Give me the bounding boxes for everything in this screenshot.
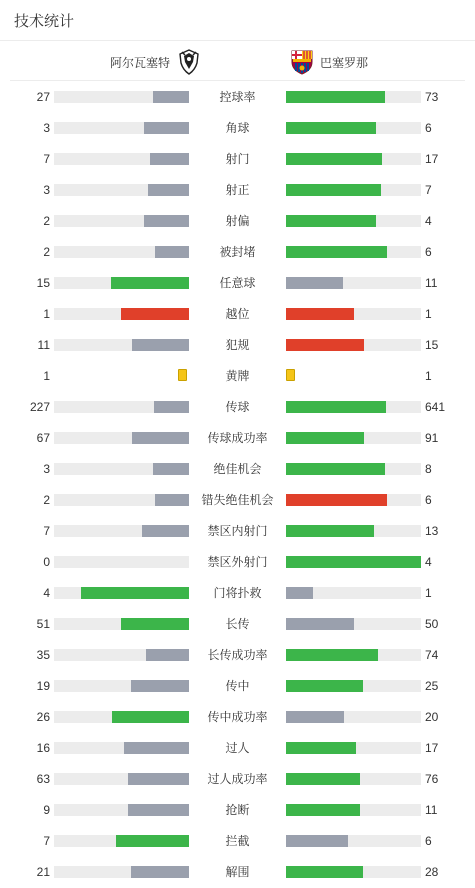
home-stat-value: 227 bbox=[29, 400, 50, 414]
home-stat-bar-fill bbox=[142, 525, 189, 537]
away-stat-bar bbox=[286, 153, 421, 165]
stat-label: 射门 bbox=[225, 152, 250, 166]
away-stat-bar-fill bbox=[286, 339, 364, 351]
home-stat-value: 2 bbox=[43, 214, 50, 228]
stat-row bbox=[0, 490, 475, 510]
home-stat-bar bbox=[54, 835, 189, 847]
away-stat-bar bbox=[286, 618, 421, 630]
home-stat-bar-fill bbox=[146, 649, 189, 661]
away-stat-bar-fill bbox=[286, 804, 360, 816]
stat-label: 传球 bbox=[225, 400, 250, 414]
away-stat-bar bbox=[286, 91, 421, 103]
away-stat-bar bbox=[286, 866, 421, 878]
home-stat-value: 21 bbox=[36, 865, 50, 879]
away-stat-value: 1 bbox=[425, 307, 432, 321]
away-stat-value: 17 bbox=[425, 741, 439, 755]
home-stat-bar-fill bbox=[128, 804, 189, 816]
stat-label: 传中成功率 bbox=[207, 710, 268, 724]
away-stat-value: 91 bbox=[425, 431, 439, 445]
away-stat-bar bbox=[286, 122, 421, 134]
away-stat-value: 25 bbox=[425, 679, 439, 693]
home-stat-bar bbox=[54, 308, 189, 320]
home-stat-bar bbox=[54, 339, 189, 351]
away-stat-value: 4 bbox=[425, 555, 432, 569]
away-stat-bar bbox=[286, 339, 421, 351]
away-stat-bar-fill bbox=[286, 184, 381, 196]
away-stat-value: 76 bbox=[425, 772, 439, 786]
stat-row bbox=[0, 707, 475, 727]
home-stat-bar-fill bbox=[132, 432, 189, 444]
home-stat-bar-fill bbox=[144, 122, 189, 134]
home-stat-value: 7 bbox=[43, 524, 50, 538]
away-stat-bar bbox=[286, 649, 421, 661]
stat-label: 过人成功率 bbox=[207, 772, 268, 786]
home-stat-bar-fill bbox=[153, 463, 189, 475]
home-stat-bar bbox=[54, 742, 189, 754]
stat-row bbox=[0, 180, 475, 200]
away-stat-value: 20 bbox=[425, 710, 439, 724]
home-stat-bar bbox=[54, 184, 189, 196]
stat-row bbox=[0, 428, 475, 448]
away-stat-bar bbox=[286, 215, 421, 227]
away-stat-bar-fill bbox=[286, 556, 421, 568]
home-team-crest-icon bbox=[178, 49, 200, 75]
away-stat-bar-fill bbox=[286, 742, 356, 754]
home-stat-bar bbox=[54, 91, 189, 103]
away-stat-bar-fill bbox=[286, 649, 378, 661]
stat-row bbox=[0, 552, 475, 572]
away-stat-bar-fill bbox=[286, 711, 344, 723]
home-stat-value: 0 bbox=[43, 555, 50, 569]
home-stat-value: 19 bbox=[36, 679, 50, 693]
home-stat-value: 15 bbox=[36, 276, 50, 290]
away-stat-bar bbox=[286, 773, 421, 785]
home-stat-bar bbox=[54, 525, 189, 537]
away-stat-bar bbox=[286, 556, 421, 568]
home-stat-value: 1 bbox=[43, 307, 50, 321]
away-team[interactable] bbox=[290, 44, 376, 80]
stat-row bbox=[0, 366, 475, 386]
stat-row bbox=[0, 397, 475, 417]
stat-row bbox=[0, 521, 475, 541]
home-stat-value: 67 bbox=[36, 431, 50, 445]
away-stat-value: 28 bbox=[425, 865, 439, 879]
away-stat-bar-fill bbox=[286, 835, 348, 847]
away-stat-value: 13 bbox=[425, 524, 439, 538]
stat-label: 传球成功率 bbox=[207, 431, 268, 445]
stat-label: 射偏 bbox=[225, 214, 250, 228]
stat-row bbox=[0, 118, 475, 138]
home-stat-bar bbox=[54, 680, 189, 692]
stat-row bbox=[0, 583, 475, 603]
away-stat-value: 11 bbox=[425, 276, 438, 290]
home-stat-bar bbox=[54, 556, 189, 568]
home-stat-bar-fill bbox=[131, 680, 189, 692]
away-stat-value: 6 bbox=[425, 245, 432, 259]
home-stat-bar-fill bbox=[150, 153, 189, 165]
away-stat-bar bbox=[286, 587, 421, 599]
home-stat-bar-fill bbox=[111, 277, 189, 289]
away-stat-bar bbox=[286, 432, 421, 444]
away-stat-bar bbox=[286, 711, 421, 723]
away-stat-bar bbox=[286, 401, 421, 413]
stat-row bbox=[0, 242, 475, 262]
stat-label: 长传 bbox=[225, 617, 250, 631]
home-stat-value: 3 bbox=[43, 121, 50, 135]
home-stat-bar-fill bbox=[155, 494, 189, 506]
away-stat-bar-fill bbox=[286, 525, 374, 537]
home-stat-bar-fill bbox=[144, 215, 189, 227]
home-stat-bar-fill bbox=[121, 308, 189, 320]
away-stat-value: 17 bbox=[425, 152, 439, 166]
stat-label: 过人 bbox=[225, 741, 250, 755]
home-stat-bar bbox=[54, 494, 189, 506]
away-stat-value: 6 bbox=[425, 493, 432, 507]
home-stat-bar-fill bbox=[121, 618, 189, 630]
stat-label: 越位 bbox=[225, 307, 250, 321]
home-stat-value: 2 bbox=[43, 245, 50, 259]
away-stat-value: 73 bbox=[425, 90, 439, 104]
teams-header bbox=[0, 44, 475, 80]
home-team-name: 阿尔瓦塞特 bbox=[110, 55, 171, 70]
home-stat-bar bbox=[54, 866, 189, 878]
home-stat-bar bbox=[54, 432, 189, 444]
home-stat-bar-fill bbox=[154, 401, 189, 413]
away-team-crest-icon bbox=[290, 49, 312, 75]
stat-label: 射正 bbox=[225, 183, 250, 197]
away-stat-bar-fill bbox=[286, 587, 313, 599]
home-stat-value: 26 bbox=[36, 710, 50, 724]
stat-row bbox=[0, 800, 475, 820]
stat-label: 禁区外射门 bbox=[207, 555, 268, 569]
stat-row bbox=[0, 149, 475, 169]
stat-label: 绝佳机会 bbox=[213, 462, 262, 476]
away-stat-bar-fill bbox=[286, 773, 360, 785]
home-stat-value: 3 bbox=[43, 462, 50, 476]
stat-row bbox=[0, 273, 475, 293]
away-yellow-card-icon bbox=[286, 369, 295, 381]
teams-divider bbox=[10, 80, 465, 81]
away-stat-value: 11 bbox=[425, 803, 438, 817]
home-stat-bar bbox=[54, 122, 189, 134]
stat-row bbox=[0, 862, 475, 882]
page-title: 技术统计 bbox=[14, 13, 75, 30]
home-stat-bar bbox=[54, 246, 189, 258]
home-stat-bar-fill bbox=[132, 339, 189, 351]
home-stat-bar-fill bbox=[81, 587, 189, 599]
stat-row bbox=[0, 738, 475, 758]
home-stat-bar bbox=[54, 773, 189, 785]
home-stat-bar-fill bbox=[116, 835, 189, 847]
stat-label: 长传成功率 bbox=[207, 648, 268, 662]
away-stat-bar-fill bbox=[286, 463, 385, 475]
stat-label: 被封堵 bbox=[219, 245, 256, 259]
stat-label: 角球 bbox=[225, 121, 250, 135]
stat-row bbox=[0, 335, 475, 355]
away-stat-bar bbox=[286, 277, 421, 289]
home-stat-value: 7 bbox=[43, 834, 50, 848]
away-stat-bar bbox=[286, 494, 421, 506]
home-stat-bar-fill bbox=[131, 866, 189, 878]
away-stat-value: 1 bbox=[425, 369, 432, 383]
home-stat-value: 1 bbox=[43, 369, 50, 383]
away-stat-value: 15 bbox=[425, 338, 439, 352]
stat-label: 错失绝佳机会 bbox=[201, 493, 274, 507]
away-team-name: 巴塞罗那 bbox=[320, 55, 369, 70]
away-stat-bar bbox=[286, 246, 421, 258]
away-stat-bar-fill bbox=[286, 680, 363, 692]
stat-label: 拦截 bbox=[225, 834, 250, 848]
home-stat-value: 9 bbox=[43, 803, 50, 817]
stat-row bbox=[0, 831, 475, 851]
home-stat-bar bbox=[54, 153, 189, 165]
away-stat-value: 8 bbox=[425, 462, 432, 476]
stat-label: 控球率 bbox=[219, 90, 256, 104]
home-stat-bar-fill bbox=[155, 246, 189, 258]
stat-row bbox=[0, 645, 475, 665]
stat-label: 抢断 bbox=[225, 803, 250, 817]
home-stat-bar-fill bbox=[112, 711, 189, 723]
home-stat-value: 11 bbox=[37, 338, 50, 352]
stat-row bbox=[0, 769, 475, 789]
home-stat-bar bbox=[54, 587, 189, 599]
away-stat-bar-fill bbox=[286, 91, 385, 103]
away-stat-bar bbox=[286, 835, 421, 847]
away-stat-value: 4 bbox=[425, 214, 432, 228]
home-stat-bar-fill bbox=[148, 184, 189, 196]
home-stat-bar bbox=[54, 711, 189, 723]
home-stat-bar bbox=[54, 804, 189, 816]
away-stat-bar-fill bbox=[286, 432, 364, 444]
away-stat-bar-fill bbox=[286, 246, 387, 258]
away-stat-value: 6 bbox=[425, 834, 432, 848]
home-stat-bar bbox=[54, 463, 189, 475]
away-stat-bar bbox=[286, 525, 421, 537]
home-stat-bar bbox=[54, 401, 189, 413]
stat-row bbox=[0, 614, 475, 634]
home-stat-bar bbox=[54, 618, 189, 630]
away-stat-value: 74 bbox=[425, 648, 439, 662]
away-stat-bar bbox=[286, 680, 421, 692]
home-stat-value: 4 bbox=[43, 586, 50, 600]
home-stat-value: 27 bbox=[36, 90, 50, 104]
home-stat-bar bbox=[54, 649, 189, 661]
away-stat-value: 7 bbox=[425, 183, 432, 197]
away-stat-bar-fill bbox=[286, 122, 376, 134]
away-stat-bar-fill bbox=[286, 277, 343, 289]
away-stat-bar-fill bbox=[286, 494, 387, 506]
stat-label: 犯规 bbox=[225, 338, 250, 352]
home-yellow-card-icon bbox=[178, 369, 187, 381]
home-stat-value: 3 bbox=[43, 183, 50, 197]
away-stat-bar-fill bbox=[286, 618, 354, 630]
stat-row bbox=[0, 459, 475, 479]
stat-row bbox=[0, 87, 475, 107]
away-stat-bar bbox=[286, 463, 421, 475]
away-stat-value: 6 bbox=[425, 121, 432, 135]
stat-label: 黄牌 bbox=[225, 369, 250, 383]
stat-label: 解围 bbox=[225, 865, 250, 879]
away-stat-value: 641 bbox=[425, 400, 446, 414]
home-stat-value: 51 bbox=[36, 617, 50, 631]
home-stat-bar-fill bbox=[153, 91, 189, 103]
stat-row bbox=[0, 304, 475, 324]
away-stat-bar-fill bbox=[286, 153, 382, 165]
stat-label: 任意球 bbox=[219, 276, 256, 290]
stat-label: 禁区内射门 bbox=[207, 524, 268, 538]
away-stat-bar-fill bbox=[286, 308, 354, 320]
home-stat-value: 2 bbox=[43, 493, 50, 507]
away-stat-bar bbox=[286, 308, 421, 320]
away-stat-bar-fill bbox=[286, 866, 363, 878]
home-stat-bar bbox=[54, 215, 189, 227]
stat-row bbox=[0, 211, 475, 231]
home-stat-value: 7 bbox=[43, 152, 50, 166]
home-stat-bar-fill bbox=[128, 773, 189, 785]
stat-label: 门将扑救 bbox=[213, 586, 262, 600]
home-team[interactable] bbox=[102, 44, 200, 80]
home-stat-bar-fill bbox=[124, 742, 189, 754]
stat-row bbox=[0, 676, 475, 696]
away-stat-bar bbox=[286, 742, 421, 754]
away-stat-bar bbox=[286, 184, 421, 196]
home-stat-value: 16 bbox=[36, 741, 50, 755]
away-stat-value: 50 bbox=[425, 617, 439, 631]
away-stat-bar bbox=[286, 804, 421, 816]
home-stat-bar bbox=[54, 277, 189, 289]
away-stat-bar-fill bbox=[286, 401, 386, 413]
stat-label: 传中 bbox=[225, 679, 250, 693]
header-divider bbox=[0, 40, 475, 41]
away-stat-bar-fill bbox=[286, 215, 376, 227]
home-stat-value: 63 bbox=[36, 772, 50, 786]
home-stat-value: 35 bbox=[36, 648, 50, 662]
away-stat-value: 1 bbox=[425, 586, 432, 600]
